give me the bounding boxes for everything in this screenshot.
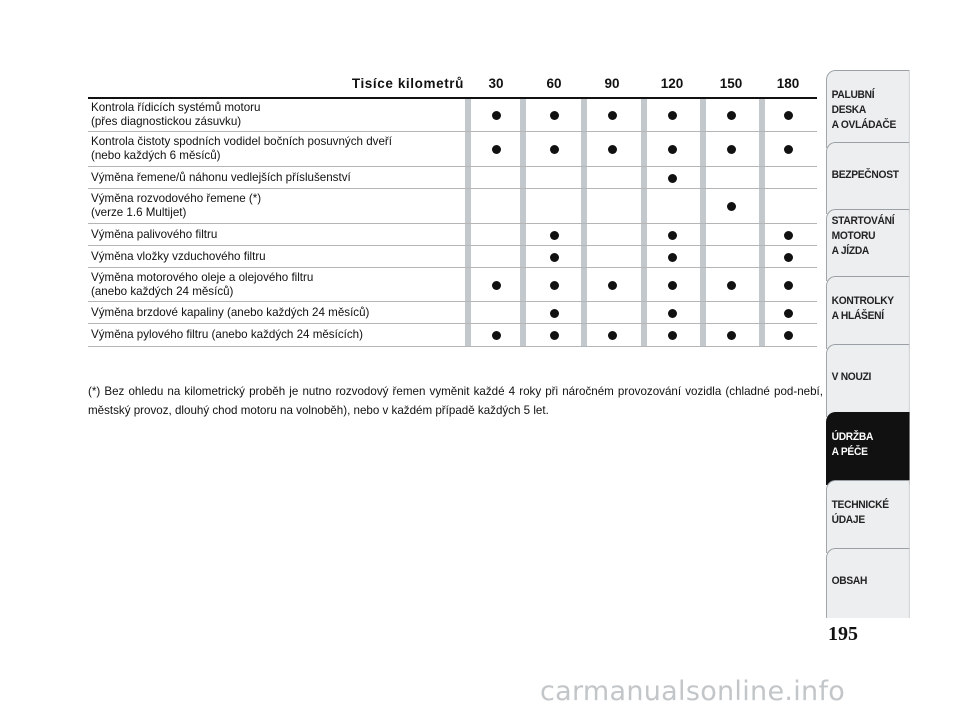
interval-mark xyxy=(492,331,501,340)
interval-mark xyxy=(727,111,736,120)
row-label: Výměna pylového filtru (anebo každých 24 měsících) xyxy=(91,328,363,341)
row-label: Výměna motorového oleje a olejového filtru (anebo každých 24 měsíců) xyxy=(91,270,314,298)
interval-mark xyxy=(608,111,617,120)
chapter-tab-3[interactable]: STARTOVÁNÍ MOTORU A JÍZDA xyxy=(826,209,910,281)
interval-mark xyxy=(784,145,793,154)
row-label: Kontrola čistoty spodních vodidel bočních posuvných dveří (nebo každých 6 měsíců) xyxy=(91,135,392,162)
column-header-90: 90 xyxy=(604,76,620,91)
interval-mark xyxy=(550,281,559,290)
interval-mark xyxy=(668,281,677,290)
interval-mark xyxy=(668,309,677,318)
row-label: Výměna brzdové kapaliny (anebo každých 24 měsíců) xyxy=(91,305,370,319)
chapter-tab-7[interactable]: TECHNICKÉ ÚDAJE xyxy=(826,480,910,553)
interval-mark xyxy=(784,111,793,120)
interval-mark xyxy=(550,231,559,240)
row-label: Výměna vložky vzduchového filtru xyxy=(91,249,266,263)
interval-mark xyxy=(550,309,559,318)
chapter-tab-1[interactable]: PALUBNÍ DESKA A OVLÁDAČE xyxy=(826,70,910,148)
interval-mark xyxy=(550,331,559,340)
row-label: Výměna řemene/ů náhonu vedlejších příslušenství xyxy=(91,170,351,184)
interval-mark xyxy=(668,331,677,340)
interval-mark xyxy=(784,281,793,290)
interval-mark xyxy=(784,231,793,240)
interval-mark xyxy=(727,281,736,290)
interval-mark xyxy=(608,145,617,154)
table-row xyxy=(88,132,817,167)
footnote: (*) Bez ohledu na kilometrický proběh je nutno rozvodový řemen vyměnit každé 4 roky při náročném provozování vozidla (chladné pod-nebí, městský provoz, dlouhý chod motoru na volnoběh), nebo v každém případě každých 5 let. xyxy=(88,385,823,417)
row-label: Výměna palivového filtru xyxy=(91,227,218,241)
interval-mark xyxy=(608,281,617,290)
column-header-150: 150 xyxy=(719,76,743,91)
interval-mark xyxy=(784,331,793,340)
interval-mark xyxy=(668,253,677,262)
watermark: carmanualsonline.info xyxy=(540,676,846,707)
table-row xyxy=(88,246,817,268)
interval-mark xyxy=(668,174,677,183)
interval-mark xyxy=(668,231,677,240)
interval-mark xyxy=(668,145,677,154)
row-label: Kontrola řídicích systémů motoru (přes diagnostickou zásuvku) xyxy=(91,101,261,128)
interval-mark xyxy=(492,145,501,154)
interval-mark xyxy=(550,253,559,262)
page-number: 195 xyxy=(828,623,858,645)
interval-mark xyxy=(608,331,617,340)
table-row xyxy=(88,224,817,246)
table-row xyxy=(88,324,817,347)
interval-mark xyxy=(492,111,501,120)
interval-mark xyxy=(492,281,501,290)
interval-mark xyxy=(727,202,736,211)
column-header-60: 60 xyxy=(546,76,562,91)
interval-mark xyxy=(784,309,793,318)
chapter-tab-8[interactable]: OBSAH xyxy=(826,548,910,618)
table-header xyxy=(88,73,817,99)
row-label: Výměna rozvodového řemene (*) (verze 1.6 Multijet) xyxy=(91,192,262,219)
table-body xyxy=(88,99,817,347)
interval-mark xyxy=(550,111,559,120)
chapter-tab-5[interactable]: V NOUZI xyxy=(826,344,910,417)
interval-mark xyxy=(727,331,736,340)
interval-mark xyxy=(727,145,736,154)
table-row xyxy=(88,99,817,132)
column-header-120: 120 xyxy=(660,76,684,91)
interval-mark xyxy=(784,253,793,262)
interval-mark xyxy=(550,145,559,154)
column-header-30: 30 xyxy=(488,76,504,91)
chapter-tab-2[interactable]: BEZPEČNOST xyxy=(826,142,910,214)
table-row xyxy=(88,167,817,189)
interval-mark xyxy=(668,111,677,120)
table-row xyxy=(88,268,817,302)
chapter-tab-6[interactable]: ÚDRŽBA A PÉČE xyxy=(826,412,910,485)
maintenance-schedule-table xyxy=(88,73,817,347)
column-header-180: 180 xyxy=(776,76,800,91)
mileage-header-label: Tisíce kilometrů xyxy=(351,76,464,91)
table-row xyxy=(88,302,817,324)
chapter-tab-4[interactable]: KONTROLKY A HLÁŠENÍ xyxy=(826,276,910,349)
table-row xyxy=(88,189,817,224)
